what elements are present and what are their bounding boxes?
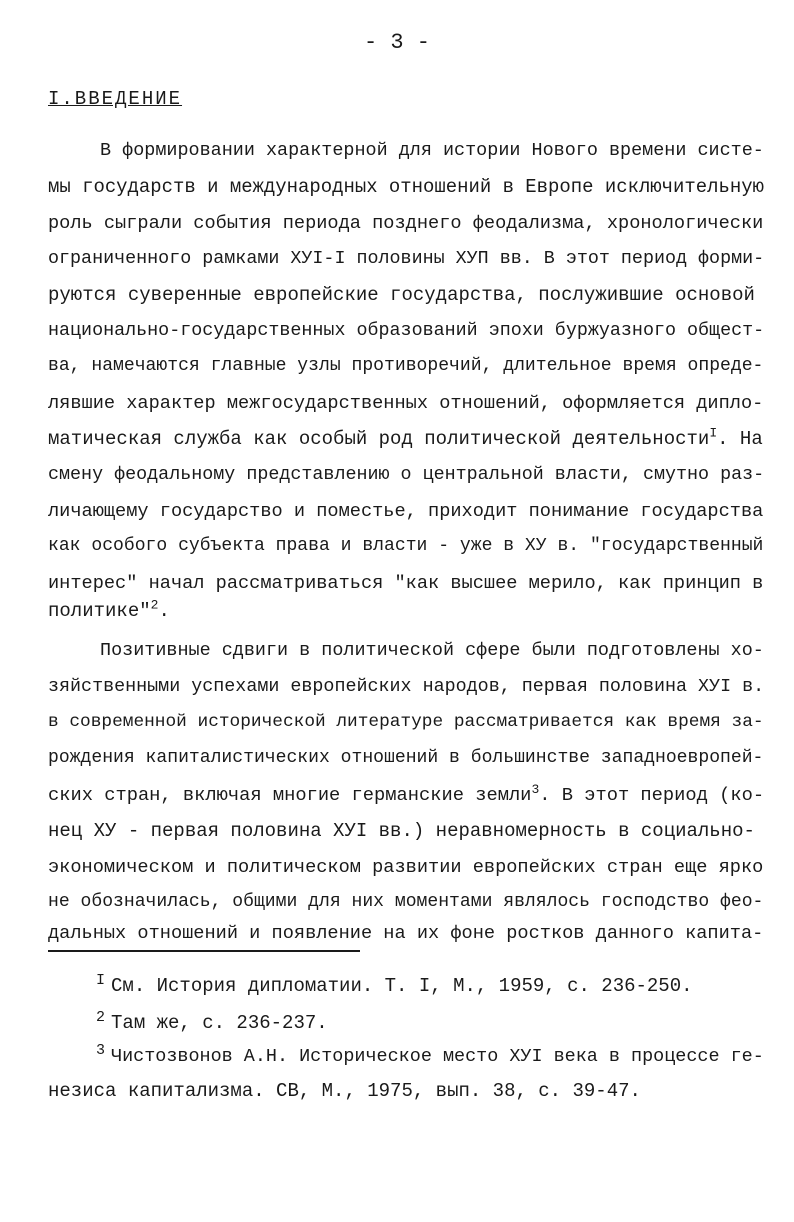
section-heading: I.ВВЕДЕНИЕ [48,88,183,110]
footnote-3 [96,1041,764,1067]
footnote-divider [48,950,360,952]
text-line: в современной исторической литературе рассматривается как время за- [48,712,764,732]
text-segment: . На [717,428,763,450]
page-number: - 3 - [363,30,430,55]
text-line: как особого субъекта права и власти - уже в ХУ в. "государственный [48,536,764,556]
text-segment: . [158,600,170,622]
text-line: руются суверенные европейские государства, послужившие основой [48,284,755,306]
text-line: роль сыграли события периода позднего феодализма, хронологически [48,212,764,234]
text-line: рождения капиталистических отношений в большинстве западноевропей- [48,748,764,768]
footnote-text: См. История дипломатии. Т. I, М., 1959, с. 236-250. [111,975,693,997]
footnote-ref-3: 3 [531,781,540,797]
text-line: смену феодальному представлению о центральной власти, смутно раз- [48,464,765,485]
text-line: лявшие характер межгосударственных отношений, оформляется дипло- [48,392,764,414]
footnote-3-continued: незиса капитализма. СВ, М., 1975, вып. 38, с. 39-47. [48,1080,641,1102]
text-line: ограниченного рамками ХУI-I половины ХУП вв. В этот период форми- [48,248,765,269]
text-segment: . В этот период (ко- [539,784,765,806]
text-line: нец ХУ - первая половина ХУI вв.) неравномерность в социально- [48,820,755,842]
footnote-mark: 2 [96,1008,106,1026]
text-line: Позитивные сдвиги в политической сфере были подготовлены хо- [100,640,764,661]
footnote-mark: 3 [96,1041,106,1059]
text-line: экономическом и политическом развитии европейских стран еще ярко [48,856,764,878]
text-line: не обозначилась, общими для них моментами являлось господство фео- [48,892,764,912]
text-segment: матическая служба как особый род политической деятельности [48,428,710,450]
text-line: личающему государство и поместье, приходит понимание государства [48,500,764,522]
text-segment: политике" [48,600,151,622]
footnote-2 [96,1008,328,1034]
text-line: зяйственными успехами европейских народов, первая половина ХУI в. [48,676,765,697]
text-line: национально-государственных образований эпохи буржуазного общест- [48,320,765,341]
text-segment: ских стран, включая многие германские земли [48,784,532,806]
text-line: ва, намечаются главные узлы противоречий, длительное время опреде- [48,356,764,376]
footnote-text: Там же, с. 236-237. [111,1012,328,1034]
text-line [48,597,170,622]
footnote-ref-2: 2 [150,597,159,613]
footnote-mark: I [96,971,106,989]
footnote-1 [96,971,693,997]
footnote-ref-1: I [709,425,718,441]
text-line: дальных отношений и появление на их фоне ростков данного капита- [48,922,764,944]
text-line: мы государств и международных отношений в Европе исключительную [48,176,764,198]
text-line [48,425,763,450]
footnote-text: Чистозвонов А.Н. Историческое место ХУI века в процессе ге- [111,1046,764,1067]
text-line: В формировании характерной для истории Нового времени систе- [100,140,764,161]
text-line [48,781,765,806]
text-line: интерес" начал рассматриваться "как высшее мерило, как принцип в [48,572,764,594]
